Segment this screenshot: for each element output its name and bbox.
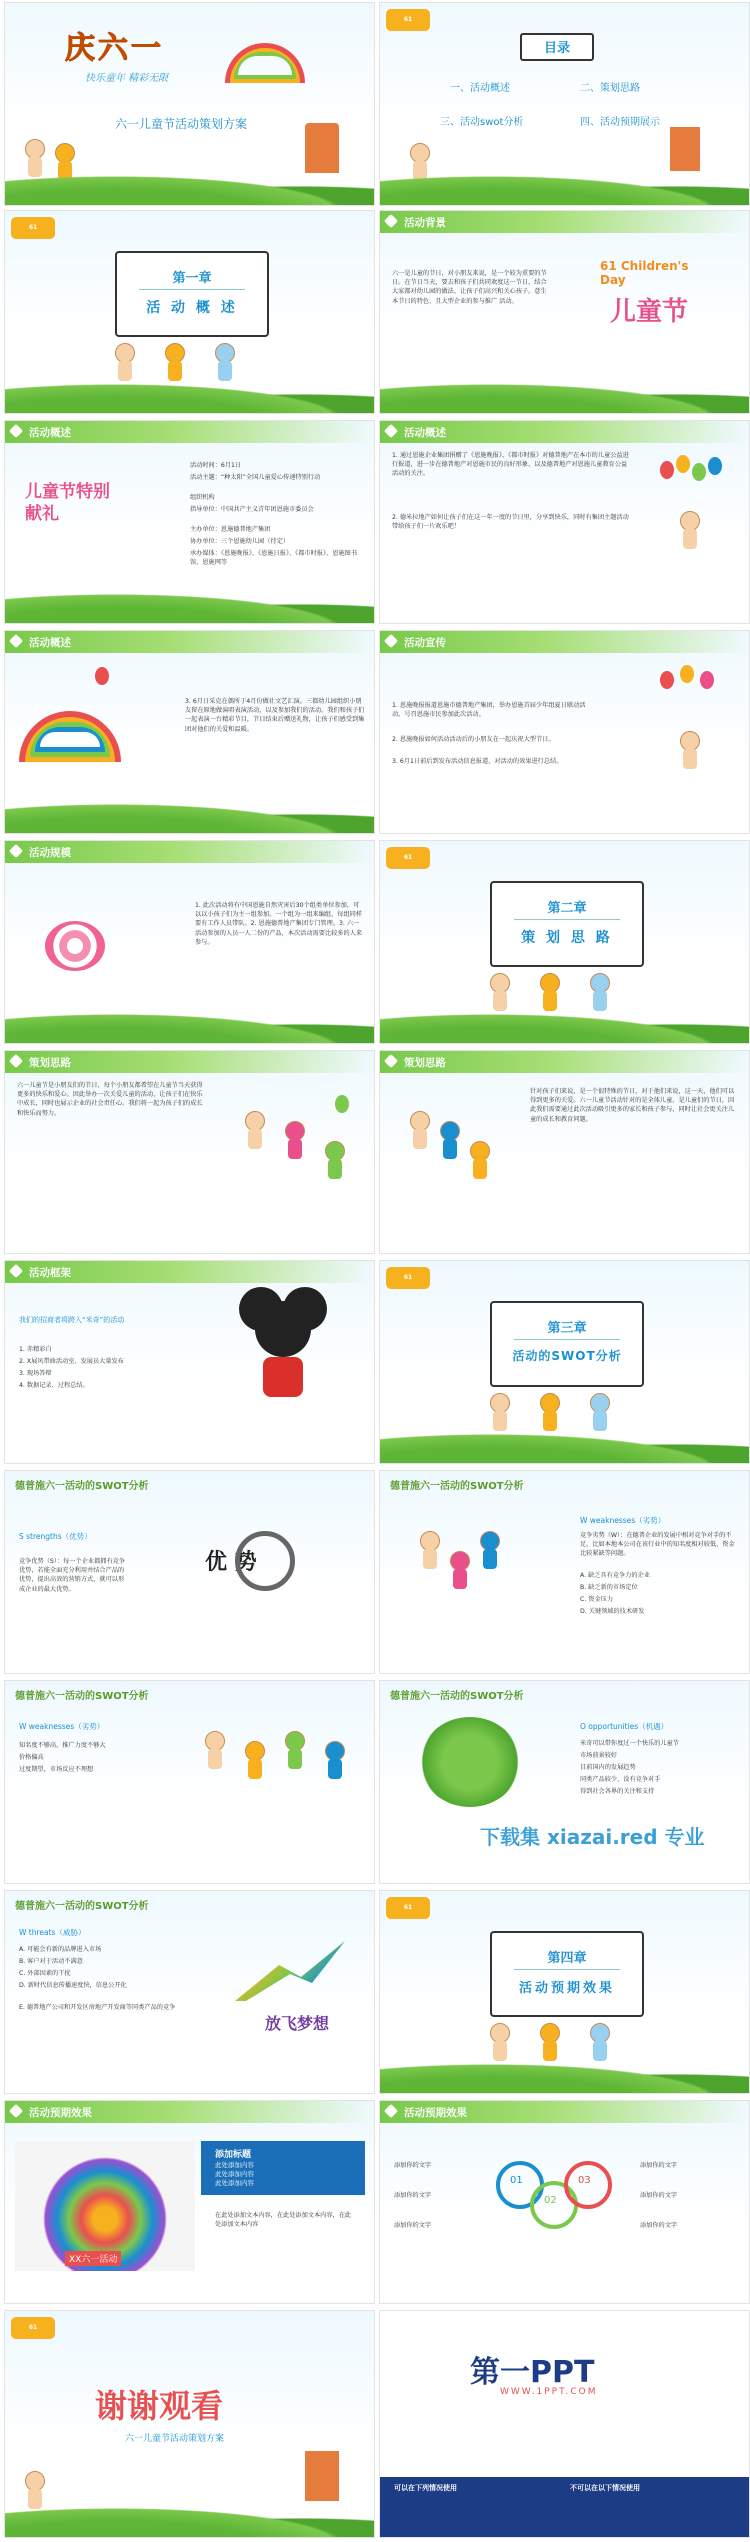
slide-expected-effect-1[interactable] (4, 2100, 375, 2304)
slide-chapter-1[interactable] (4, 210, 375, 414)
body-text: 六一是儿童的节日，对小朋友来说，是一个较为重要的节日。在节日当天，要去和孩子们共同欢度这一节日，结合大家都对幼儿园的做法、让孩子们高兴和关心孩子。意生本节日的特色、且大型企业的参与推广 活动。 (392, 270, 547, 305)
weakness-item-3: 过度期望，市场反应不理想 (19, 1766, 94, 1773)
slide-header-title: 策划思路 (404, 1057, 446, 1069)
slide-header (380, 1051, 749, 1073)
toc-item-2[interactable]: 二、策划思路 (580, 83, 640, 94)
slide-chapter-2[interactable] (379, 840, 750, 1044)
child-illustration (490, 973, 510, 993)
slide-header-title: 德普施六一活动的SWOT分析 (15, 1901, 149, 1912)
slide-planning-1[interactable] (4, 1050, 375, 1254)
slide-cover[interactable] (4, 2, 375, 206)
flag-icon (9, 1264, 23, 1278)
toc-title: 目录 (543, 41, 570, 56)
ring-label-3: 03 (578, 2175, 591, 2186)
divider (139, 289, 245, 290)
balloon-icon (700, 671, 714, 689)
weakness-item-4: D. 关键领域的技术研发 (580, 1608, 645, 1615)
ring-label-2: 02 (544, 2195, 557, 2206)
footer-left-title: 可以在下列情况使用 (394, 2484, 457, 2492)
flag-icon (384, 634, 398, 648)
deco-title: 儿童节 (610, 297, 689, 327)
panda-tree-illustration (420, 1717, 520, 1807)
title-box-text: 此处添加内容 此处添加内容 此处添加内容 (215, 2161, 254, 2187)
balloon-icon (692, 463, 706, 481)
slide-header-title: 活动预期效果 (29, 2107, 92, 2119)
slide-framework[interactable] (4, 1260, 375, 1464)
slide-background (5, 1891, 374, 2093)
chapter-name: 活 动 概 述 (146, 300, 238, 316)
child-illustration (540, 1393, 560, 1413)
slide-header (5, 421, 374, 443)
candy-icon (45, 921, 105, 971)
child-illustration (215, 343, 235, 363)
chapter-board (115, 251, 269, 337)
framework-item-4: 4. 数据记录、过程总结。 (19, 1382, 89, 1389)
toc-item-4[interactable]: 四、活动预期展示 (580, 117, 660, 128)
threat-item-5: E. 德普地产公司和开发区房地产开发商等同类产品的竞争 (19, 2004, 176, 2011)
mouse-body (263, 1357, 303, 1397)
child-illustration (25, 139, 45, 159)
slide-swot-weaknesses-1[interactable] (379, 1470, 750, 1674)
brand-badge: 61 (386, 1267, 430, 1289)
slide-header-title: 活动宣传 (404, 637, 446, 649)
family-illustration (285, 1121, 305, 1141)
brand-badge: 61 (386, 1897, 430, 1919)
side-text-right-3: 添加你的文字 (640, 2222, 678, 2229)
deco-title: 儿童节特别献礼 (25, 482, 110, 524)
child-illustration (25, 2471, 45, 2491)
cover-subtitle: 六一儿童节活动策划方案 (115, 117, 248, 131)
grass-decoration (5, 171, 374, 205)
slide-header (380, 631, 749, 653)
slide-header (380, 211, 749, 233)
ring-label-1: 01 (510, 2175, 523, 2186)
thanks-subtitle: 六一儿童节活动策划方案 (125, 2434, 225, 2444)
slide-header-title: 活动背景 (404, 217, 446, 229)
watermark: 下载集 xiazai.red 专业 (480, 1825, 705, 1849)
chapter-number: 第三章 (547, 1321, 587, 1336)
slide-header-title: 德普施六一活动的SWOT分析 (390, 1691, 524, 1702)
brand-badge: 61 (11, 2317, 55, 2339)
slide-background (5, 1681, 374, 1883)
grass-decoration (5, 799, 374, 833)
slide-planning-2[interactable] (379, 1050, 750, 1254)
child-illustration (205, 1731, 225, 1751)
brand-logo: 第一PPT (470, 2355, 595, 2390)
title-box-heading: 添加标题 (215, 2150, 252, 2160)
weakness-item-2: B. 缺乏新的市场定位 (580, 1584, 638, 1591)
chapter-number: 第二章 (547, 901, 587, 916)
slide-brand[interactable] (379, 2310, 750, 2538)
body-text: 针对孩子们来说，是一个很特殊的节日，对于他们来说，这一天，他们可以得到更多的关爱。六一儿童节活动针对的是全体儿童，是儿童们的节日，因此我们需要通过此次活动吸引更多的家长和孩子参与，同时让社会更关注儿童的成长和教育问题。 (530, 1088, 735, 1123)
deco-children-day: 61 Children's Day (600, 259, 689, 287)
paragraph-1: 1. 恩施晚报报道恩施市德普地产集团，举办恩施首届少年组夏日联动活动，号召恩施市民参加此次活动。 (392, 702, 586, 719)
child-illustration (590, 1393, 610, 1413)
overview-row-5: 主办单位：恩施德普地产集团 (190, 526, 271, 533)
chapter-board (490, 881, 644, 967)
child-illustration (420, 1531, 440, 1551)
paragraph-2: 2. 恩施晚报如何活动活动后的小朋友在一起庆祝大型节日。 (392, 736, 555, 743)
brand-badge: 61 (386, 847, 430, 869)
chapter-board (490, 1931, 644, 2017)
child-illustration (410, 143, 430, 163)
family-illustration (440, 1121, 460, 1141)
grass-decoration (380, 379, 749, 413)
paragraph-3: 3. 6月1日前后到发布活动信息报道，对活动的效果进行总结。 (392, 758, 563, 765)
slide-promotion[interactable] (379, 630, 750, 834)
slide-scale[interactable] (4, 840, 375, 1044)
slide-header-title: 活动概述 (404, 427, 446, 439)
grass-decoration (5, 2503, 374, 2537)
child-illustration (540, 2023, 560, 2043)
slide-header-title: 德普施六一活动的SWOT分析 (15, 1481, 149, 1492)
thanks-title: 谢谢观看 (95, 2387, 224, 2425)
overview-row-3: 组织机构 (190, 494, 215, 501)
slide-header (5, 841, 374, 863)
weakness-item-3: C. 资金压力 (580, 1596, 614, 1603)
slide-header-title: 德普施六一活动的SWOT分析 (15, 1691, 149, 1702)
slide-contents[interactable] (379, 2, 750, 206)
overview-row-2: 活动主题：“种太阳”全国儿童爱心传递特别行动 (190, 474, 321, 481)
weakness-item-1: A. 缺乏具有竞争力的企业 (580, 1572, 650, 1579)
framework-item-2: 2. X展风带曲活动室、发展员大量发布 (19, 1358, 124, 1365)
slide-header-title: 活动规模 (29, 847, 71, 859)
event-banner: XX六一活动 (65, 2251, 121, 2266)
framework-lead: 我们的招商者将跨入“米奇”的活动 (19, 1316, 125, 1324)
toc-item-1[interactable]: 一、活动概述 (450, 83, 510, 94)
side-text-left-1: 添加你的文字 (394, 2162, 432, 2169)
family-illustration (410, 1111, 430, 1131)
swot-label: W threats（威胁） (19, 1928, 86, 1937)
slide-swot-opportunities[interactable] (379, 1680, 750, 1884)
body-text: 1. 此次活动将有中国恩施自然灾害后30个组类单位参加，可以以小孩子们为主一组参加。一个组为一组来编组，每组同样要有工作人员带队。2. 恩施德普地产集团专门管理。3. 六一活动参加的人员一人二份的产品，本次活动需要比较多的人来参与。 (195, 902, 363, 946)
child-illustration (490, 1393, 510, 1413)
toc-item-3[interactable]: 三、活动swot分析 (440, 117, 524, 128)
grass-decoration (380, 1429, 749, 1463)
opportunity-item-4: 同类产品较少，没有竞争对手 (580, 1776, 661, 1783)
slide-background (380, 1471, 749, 1673)
body-text: 在此处添加文本内容，在此处添加文本内容，在此处添加文本内容 (215, 2212, 352, 2229)
framework-item-1: 1. 赤精彩白 (19, 1346, 52, 1353)
deco-word: 放飞梦想 (265, 2014, 330, 2033)
child-illustration (590, 2023, 610, 2043)
cover-title: 庆六一 (65, 31, 164, 66)
side-text-left-2: 添加你的文字 (394, 2192, 432, 2199)
flag-icon (384, 2104, 398, 2118)
castle-icon (305, 123, 339, 173)
chapter-board (490, 1301, 644, 1387)
body-text: 竞争优势（S）：每一个企业都拥有竞争优势，若能全面充分利用并结合产品的优势，提出高效的营销方式，就可以形成企业的最大优势。 (19, 1558, 126, 1593)
grass-decoration (380, 2059, 749, 2093)
slide-header (5, 1261, 374, 1283)
slide-overview-3[interactable] (4, 630, 375, 834)
child-illustration (480, 1531, 500, 1551)
castle-icon (670, 127, 700, 171)
grass-decoration (5, 589, 374, 623)
body-text: 六一儿童节是小朋友们的节日，每个小朋友都希望在儿童节当天获得更多的快乐和爱心。因此举办一次关爱儿童的活动，让孩子们在快乐中成长，同时也展示企业的社会责任心。我们将一起为孩子们的成长和快乐而努力。 (17, 1082, 203, 1117)
side-text-left-3: 添加你的文字 (394, 2222, 432, 2229)
chapter-name: 活动预期效果 (518, 1981, 615, 1996)
slide-header (5, 631, 374, 653)
child-illustration (115, 343, 135, 363)
family-illustration (245, 1111, 265, 1131)
child-illustration (450, 1551, 470, 1571)
slide-background-info[interactable] (379, 210, 750, 414)
child-illustration (680, 731, 700, 751)
flag-icon (384, 1054, 398, 1068)
slide-overview-2[interactable] (379, 420, 750, 624)
threat-item-2: B. 客户对于活动不满意 (19, 1958, 83, 1965)
grass-decoration (5, 379, 374, 413)
grass-decoration (380, 1009, 749, 1043)
flag-icon (9, 2104, 23, 2118)
paragraph-1: 1. 通过恩施企业集团捐赠了《恩施晚报》、《都市时报》对德普地产在本市的儿童公益进行报道，进一步在德普地产对恩施市民的良好形象，以及德普地产对恩施儿童教育公益活动的关注。 (392, 452, 629, 478)
slide-swot-weaknesses-2[interactable] (4, 1680, 375, 1884)
threat-item-4: D. 新时代信息传播速度快，信息公开化 (19, 1982, 127, 1989)
flag-icon (9, 844, 23, 858)
slide-header-title: 活动框架 (29, 1267, 71, 1279)
balloon-icon (95, 667, 109, 685)
slide-header (5, 1051, 374, 1073)
flag-icon (384, 424, 398, 438)
magnifier-icon (235, 1531, 295, 1591)
slide-expected-effect-2[interactable] (379, 2100, 750, 2304)
threat-item-1: A. 可能会有新的品牌进入市场 (19, 1946, 102, 1953)
slide-swot-strengths[interactable] (4, 1470, 375, 1674)
chapter-number: 第四章 (547, 1951, 587, 1966)
child-illustration (245, 1741, 265, 1761)
slide-header-title: 策划思路 (29, 1057, 71, 1069)
overview-row-6: 协办单位：三个恩施幼儿园（待定） (190, 538, 289, 545)
chapter-number: 第一章 (172, 271, 212, 286)
child-illustration (680, 511, 700, 531)
flag-icon (9, 634, 23, 648)
opportunity-item-2: 市场前景较好 (580, 1752, 618, 1759)
slide-thanks[interactable] (4, 2310, 375, 2538)
deco-word: 优 势 (205, 1550, 257, 1575)
divider (514, 919, 620, 920)
child-illustration (540, 973, 560, 993)
balloon-icon (680, 665, 694, 683)
balloon-icon (676, 455, 690, 473)
chapter-name: 策 划 思 路 (521, 930, 613, 946)
swot-label: W weaknesses（劣势） (580, 1516, 666, 1525)
opportunity-item-5: 得到社会各界的关注和支持 (580, 1788, 655, 1795)
slide-header-title: 活动概述 (29, 427, 71, 439)
weakness-item-1: 知名度不够高，推广力度不够大 (19, 1742, 106, 1749)
brand-url[interactable]: WWW.1PPT.COM (500, 2387, 598, 2397)
child-illustration (490, 2023, 510, 2043)
grass-decoration (380, 171, 749, 205)
slide-header-title: 活动预期效果 (404, 2107, 467, 2119)
slide-overview-1[interactable] (4, 420, 375, 624)
divider (514, 1339, 620, 1340)
overview-row-1: 活动时间：6月1日 (190, 462, 242, 469)
balloon-icon (660, 461, 674, 479)
family-illustration (325, 1141, 345, 1161)
flag-icon (9, 424, 23, 438)
slide-swot-threats[interactable] (4, 1890, 375, 2094)
side-text-right-1: 添加你的文字 (640, 2162, 678, 2169)
slide-header (5, 2101, 374, 2123)
brand-footer (380, 2477, 749, 2537)
flag-icon (384, 214, 398, 228)
brand-badge: 61 (386, 9, 430, 31)
overview-row-4: 指导单位：中国共产主义青年团恩施市委员会 (190, 506, 314, 513)
slide-background (380, 1051, 749, 1253)
chapter-name: 活动的SWOT分析 (512, 1349, 622, 1363)
child-illustration (590, 973, 610, 993)
child-illustration (55, 143, 75, 163)
child-illustration (325, 1741, 345, 1761)
threat-item-3: C. 外部因素的干扰 (19, 1970, 71, 1977)
framework-item-3: 3. 现场答辩 (19, 1370, 52, 1377)
slide-header (380, 421, 749, 443)
slide-header-title: 活动概述 (29, 637, 71, 649)
family-illustration (470, 1141, 490, 1161)
balloon-icon (708, 457, 722, 475)
flag-icon (9, 1054, 23, 1068)
mouse-character-icon (255, 1301, 311, 1357)
slide-chapter-3[interactable] (379, 1260, 750, 1464)
castle-icon (305, 2451, 339, 2501)
brand-badge: 61 (11, 217, 55, 239)
swot-label: S strengths（优势） (19, 1532, 92, 1541)
slide-chapter-4[interactable] (379, 1890, 750, 2094)
opportunity-item-3: 目前国内的发展趋势 (580, 1764, 636, 1771)
grass-decoration (5, 1009, 374, 1043)
body-text: 3. 6月日采克在偶所于4月份做社文艺汇演。三都幼儿园组织小朋友留在原地做演唱表演活动，以及参加我们的活动。我们和孩子们一起表演一台精彩节目，节目结束后赠送礼物，让孩子们感受到集团对他们的关爱和温暖。 (185, 698, 365, 733)
balloon-icon (335, 1095, 349, 1113)
slide-header (380, 2101, 749, 2123)
swot-label: W weaknesses（劣势） (19, 1722, 105, 1731)
child-illustration (285, 1731, 305, 1751)
swot-label: O opportunities（机遇） (580, 1722, 669, 1731)
paragraph-2: 2. 德米拉地产如何让孩子们在这一年一度的节日里，分享到快乐，同时有集团主题活动带给孩子们一片欢乐吧！ (392, 514, 629, 531)
overview-row-7: 承办媒体：《恩施晚报》、《恩施日报》、《都市时报》、恩施图书馆、恩施网等 (190, 550, 358, 567)
body-text: 竞争劣势（W）：在德普企业的发展中相对竞争对手的不足，比如本地本公司在该行业中的知名度相对较低，资金比较紧缺等问题。 (580, 1532, 735, 1558)
child-illustration (165, 343, 185, 363)
divider (514, 1969, 620, 1970)
side-text-right-2: 添加你的文字 (640, 2192, 678, 2199)
opportunity-item-1: 米奇可以带你度过一个快乐的儿童节 (580, 1740, 679, 1747)
cover-tagline: 快乐童年 精彩无限 (85, 73, 169, 84)
footer-right-title: 不可以在以下情况使用 (570, 2484, 640, 2492)
weakness-item-2: 价格偏高 (19, 1754, 44, 1761)
slide-header-title: 德普施六一活动的SWOT分析 (390, 1481, 524, 1492)
balloon-icon (660, 671, 674, 689)
